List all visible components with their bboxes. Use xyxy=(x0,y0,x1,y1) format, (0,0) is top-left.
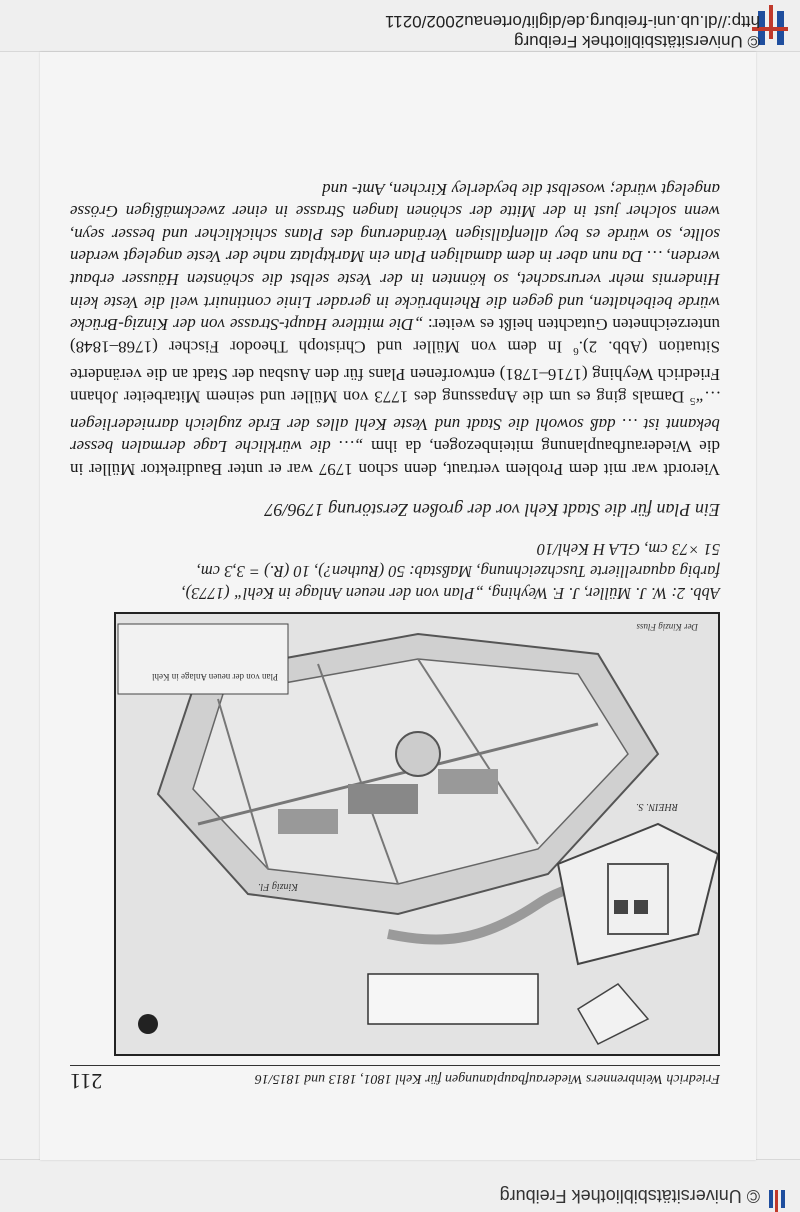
body-text xyxy=(70,177,720,480)
bottom-bar xyxy=(0,0,800,52)
map-label-rhein: RHEIN. S. xyxy=(636,801,678,812)
watermark-top: © Universitätsbibliothek Freiburg xyxy=(499,1186,760,1206)
quote-text: „Die mittlere Haupt-Strasse von der Kinzig-Brücke würde beibehalten, und gegen die Rheinbrücke in gerader Linie continuirt weil die Veste kein Hindernis mehr verursachet, so könnten in der Veste selbst die schönsten Häusser erbaut werden, … Da nun aber in dem damaligen Plan ein Marktplatz nahe der Veste angelegt werden sollte, so würde es bey allenfallsigen Veränderung des Plans schicklicher und besser seyn, wenn solcher just in der Mitte der schönen langen Strasse in einer zweckmäßigen Grösse angelegt würde; woselbst die beyderley Kirchen, Amt- und xyxy=(70,179,720,335)
paragraph-text: Vierordt war mit dem Problem vertraut, denn schon 1797 war er unter Baudirektor Müller in die Wiederaufbauplanung miteinbezogen, da ihm xyxy=(70,437,720,479)
figure-caption xyxy=(70,538,720,604)
map-title-block: Plan von der neuen Anlage in Kehl xyxy=(152,672,278,682)
section-heading: Ein Plan für die Stadt Kehl vor der großen Zerstörung 1796/97 xyxy=(264,500,720,520)
footnote-ref[interactable]: 5 xyxy=(689,395,696,408)
page-number: 211 xyxy=(70,1069,103,1094)
caption-line: Abb. 2: W. J. Müller, J. F. Weyhing, „Plan von der neuen Anlage in Kehl“ (1773), xyxy=(181,584,720,603)
running-head: Friedrich Weinbrenners Wiederaufbauplanungen für Kehl 1801, 1813 und 1815/16 xyxy=(254,1071,720,1086)
paragraph xyxy=(70,177,720,480)
ub-freiburg-logo-icon xyxy=(766,1185,788,1212)
top-bar xyxy=(0,1159,800,1212)
historic-map xyxy=(114,612,720,1056)
copyright-text: © Universitätsbibliothek Freiburg xyxy=(514,32,760,51)
document-page xyxy=(40,52,756,1160)
map-note: Der Kinzig Fluss xyxy=(636,622,698,632)
running-header xyxy=(70,1065,720,1094)
quote-text: „… die würkliche Lage dermalen besser bekannt ist … daß sowohl die Stadt und Veste Kehl alles der Erde zugleich darniederliegen …“ xyxy=(69,387,720,457)
caption-line: farbig aquarellierte Tuschzeichnung, Maßstab: 50 (Ruthen?), 10 (R.) = 3,3 cm, xyxy=(196,562,720,581)
footnote-ref[interactable]: 6 xyxy=(573,345,579,358)
source-url[interactable]: http://dl.ub.uni-freiburg.de/diglit/ortenau2002/0211 xyxy=(385,12,760,31)
paragraph-text: In dem von Müller und Christoph Theodor Fischer (1768–1848) unterzeichneten Gutachten heißt es weiter: xyxy=(70,315,720,357)
map-label-kinzig: Kinzig Fl. xyxy=(257,881,298,892)
paragraph-text: Damals ging es um die Anpassung des 1773 von Müller und seinem Mitarbeiter Johann Friedrich Weyhing (1716–1781) entworfenen Plans für den Ausbau der Stadt an die veränderte Situation (Abb. 2). xyxy=(70,337,720,407)
caption-line: 51 ×73 cm, GLA H Kehl/10 xyxy=(536,540,720,559)
